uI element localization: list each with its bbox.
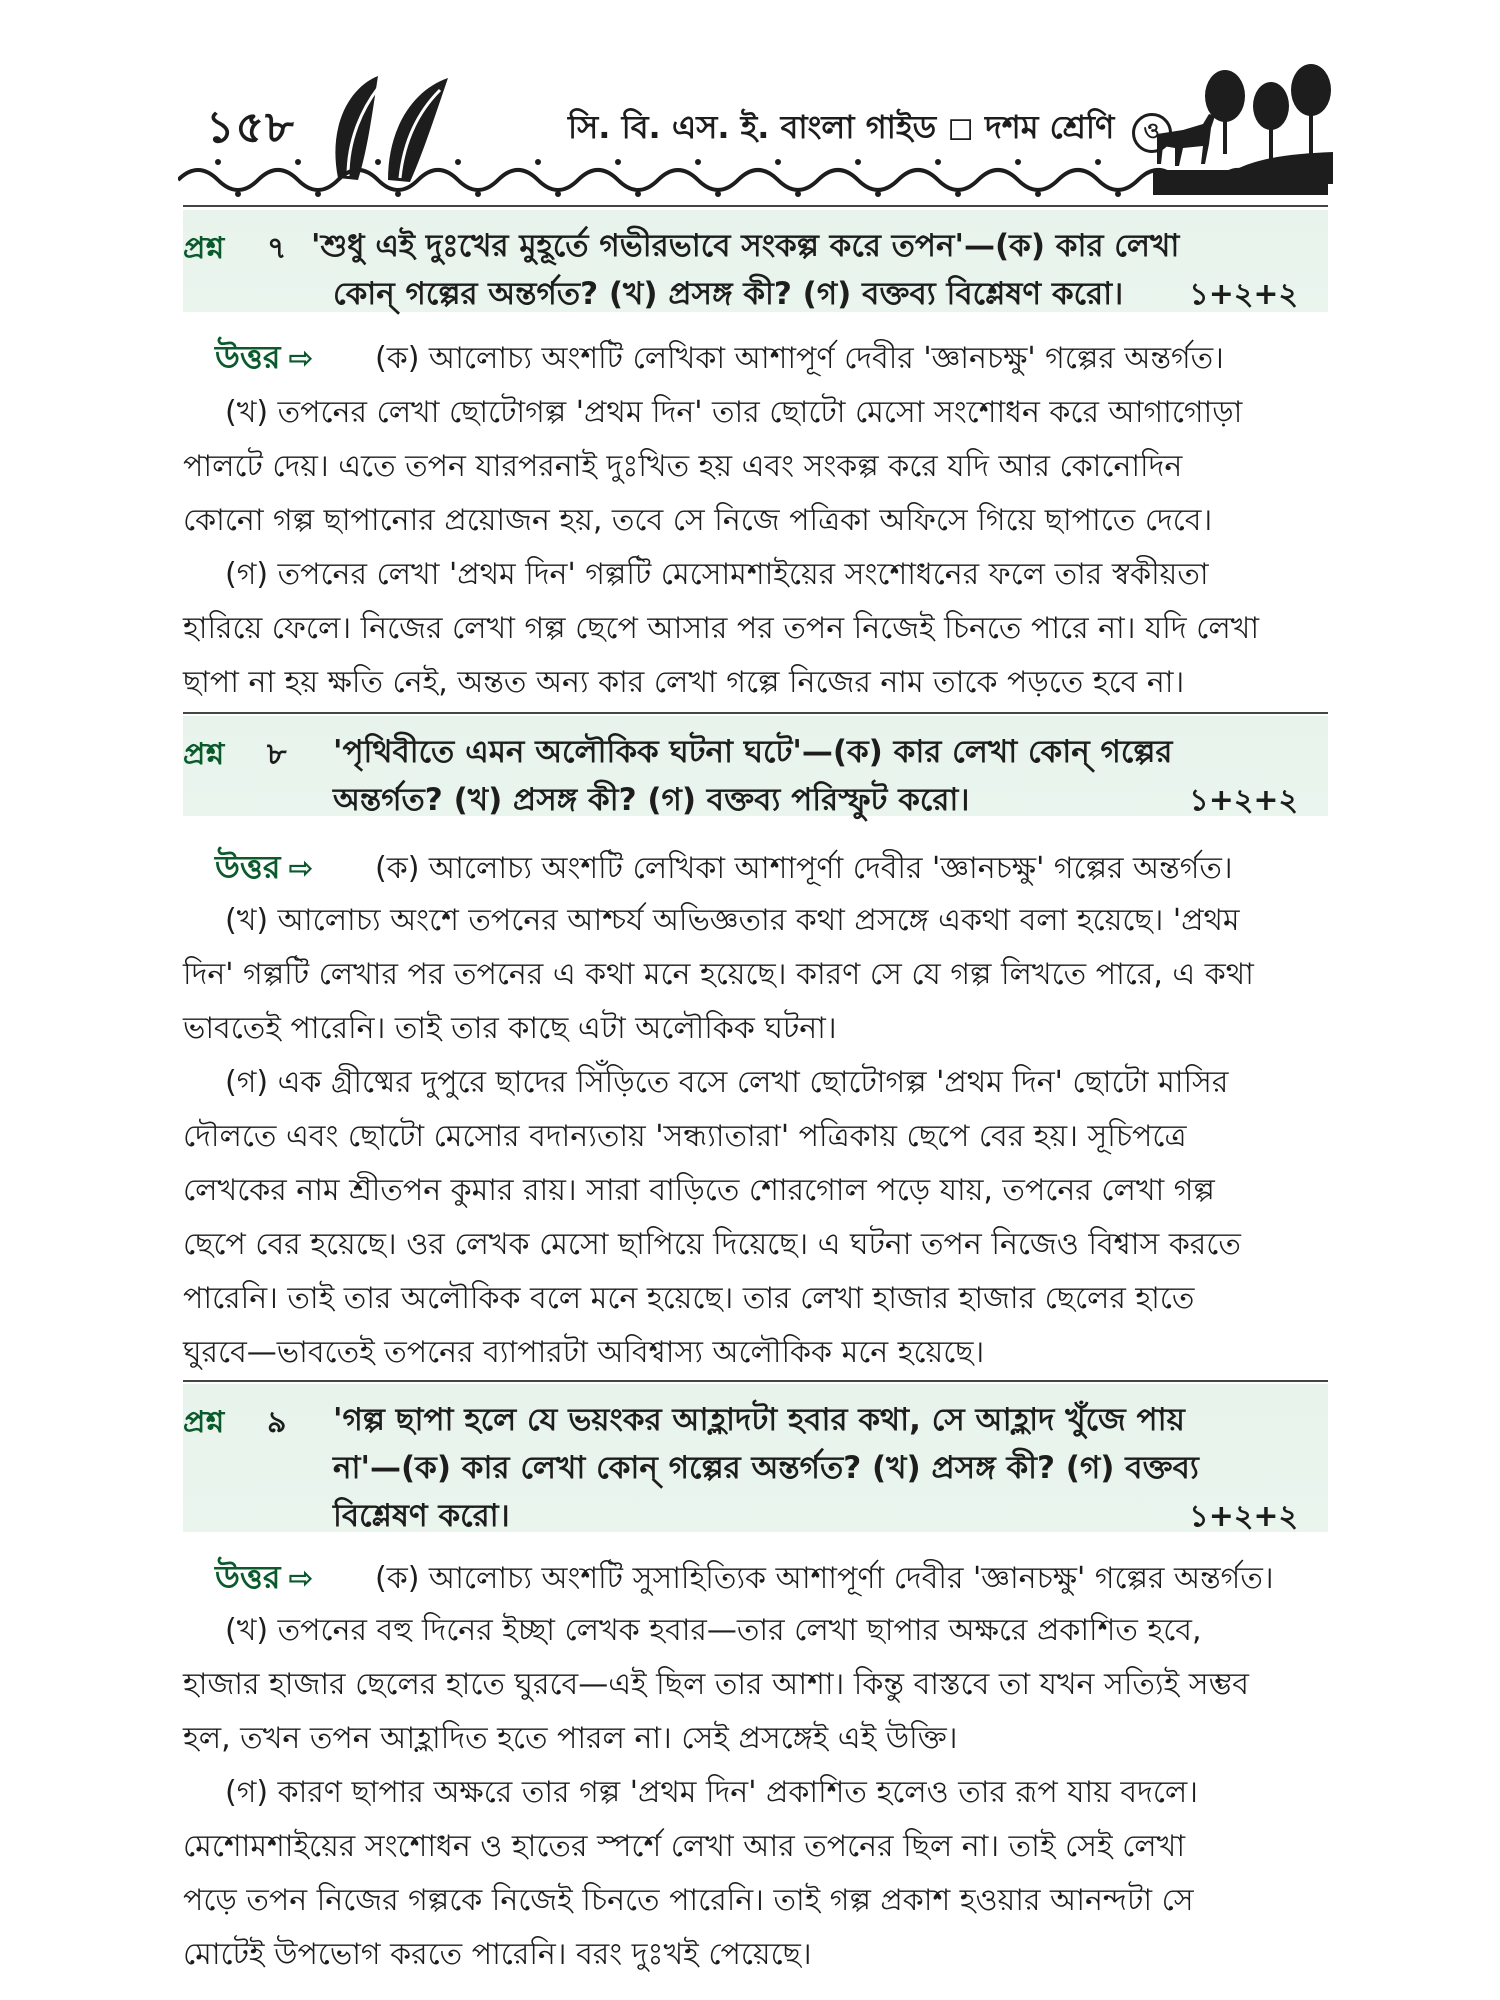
answer-line: (গ) এক গ্রীষ্মের দুপুরে ছাদের সিঁড়িতে বসে লেখা ছোটোগল্প 'প্রথম দিন' ছোটো মাসির — [225, 1065, 1229, 1100]
question-text: 'শুধু এই দুঃখের মুহূর্তে গভীরভাবে সংকল্প করে তপন'—(ক) কার লেখা — [311, 228, 1180, 264]
answer-line: (গ) কারণ ছাপার অক্ষরে তার গল্প 'প্রথম দিন' প্রকাশিত হলেও তার রূপ যায় বদলে। — [225, 1775, 1199, 1810]
question-label: প্রশ্ন — [183, 1405, 225, 1440]
answer-line: কোনো গল্প ছাপানোর প্রয়োজন হয়, তবে সে নিজে পত্রিকা অফিসে গিয়ে ছাপাতে দেবে। — [183, 503, 1213, 538]
answer-line: হল, তখন তপন আহ্লাদিত হতে পারল না। সেই প্রসঙ্গেই এই উক্তি। — [183, 1721, 958, 1756]
marks: ১+২+২ — [1189, 1499, 1298, 1534]
question-text: 'পৃথিবীতে এমন অলৌকিক ঘটনা ঘটে'—(ক) কার লেখা কোন্ গল্পের — [333, 734, 1173, 770]
answer-line: (ক) আলোচ্য অংশটি লেখিকা আশাপূর্ণ দেবীর 'জ্ঞানচক্ষু' গল্পের অন্তর্গত। — [375, 341, 1224, 376]
question-text: 'গল্প ছাপা হলে যে ভয়ংকর আহ্লাদটা হবার কথা, সে আহ্লাদ খুঁজে পায় — [333, 1402, 1185, 1438]
answer-label: উত্তর ⇨ — [215, 848, 314, 886]
answer-line: লেখকের নাম শ্রীতপন কুমার রায়। সারা বাড়িতে শোরগোল পড়ে যায়, তপনের লেখা গল্প — [183, 1173, 1215, 1208]
answer-line: হারিয়ে ফেলে। নিজের লেখা গল্প ছেপে আসার পর তপন নিজেই চিনতে পারে না। যদি লেখা — [183, 611, 1260, 646]
arrow-icon: ⇨ — [288, 341, 314, 376]
marks: ১+২+২ — [1189, 277, 1298, 312]
answer-label: উত্তর ⇨ — [215, 338, 314, 376]
grade-badge: ও — [1132, 113, 1172, 153]
question-7 — [183, 210, 1328, 312]
divider — [183, 205, 1328, 207]
page-header — [178, 58, 1328, 198]
answer-line: পড়ে তপন নিজের গল্পকে নিজেই চিনতে পারেনি। তাই গল্প প্রকাশ হওয়ার আনন্দটা সে — [183, 1883, 1194, 1918]
answer-label: উত্তর ⇨ — [215, 1558, 314, 1596]
answer-line: (ক) আলোচ্য অংশটি সুসাহিত্যিক আশাপূর্ণা দেবীর 'জ্ঞানচক্ষু' গল্পের অন্তর্গত। — [375, 1561, 1274, 1596]
page-number: ১৫৮ — [206, 102, 295, 153]
question-label: প্রশ্ন — [183, 737, 225, 772]
divider — [183, 1380, 1328, 1382]
question-number: ৯ — [267, 1405, 287, 1440]
marks: ১+২+২ — [1189, 783, 1298, 818]
answer-line: (খ) তপনের লেখা ছোটোগল্প 'প্রথম দিন' তার ছোটো মেসো সংশোধন করে আগাগোড়া — [225, 395, 1243, 430]
answer-line: ছেপে বের হয়েছে। ওর লেখক মেসো ছাপিয়ে দিয়েছে। এ ঘটনা তপন নিজেও বিশ্বাস করতে — [183, 1227, 1241, 1262]
answer-line: (গ) তপনের লেখা 'প্রথম দিন' গল্পটি মেসোমশাইয়ের সংশোধনের ফলে তার স্বকীয়তা — [225, 557, 1209, 592]
question-text: অন্তর্গত? (খ) প্রসঙ্গ কী? (গ) বক্তব্য পরিস্ফুট করো। — [333, 782, 970, 818]
question-text: কোন্ গল্পের অন্তর্গত? (খ) প্রসঙ্গ কী? (গ) বক্তব্য বিশ্লেষণ করো। — [333, 276, 1124, 312]
question-8 — [183, 716, 1328, 816]
book-title: সি. বি. এস. ই. বাংলা গাইড ◻ দশম শ্রেণি ও — [568, 102, 1172, 156]
question-9 — [183, 1384, 1328, 1532]
answer-line: পালটে দেয়। এতে তপন যারপরনাই দুঃখিত হয় এবং সংকল্প করে যদি আর কোনোদিন — [183, 449, 1183, 484]
question-label: প্রশ্ন — [183, 231, 225, 266]
answer-line: পারেনি। তাই তার অলৌকিক বলে মনে হয়েছে। তার লেখা হাজার হাজার ছেলের হাতে — [183, 1281, 1195, 1316]
answer-line: (খ) তপনের বহু দিনের ইচ্ছা লেখক হবার—তার লেখা ছাপার অক্ষরে প্রকাশিত হবে, — [225, 1613, 1202, 1648]
answer-line: দৌলতে এবং ছোটো মেসোর বদান্যতায় 'সন্ধ্যাতারা' পত্রিকায় ছেপে বের হয়। সূচিপত্রে — [183, 1119, 1187, 1154]
arrow-icon: ⇨ — [288, 1561, 314, 1596]
question-number: ৭ — [267, 231, 287, 266]
answer-line: মোটেই উপভোগ করতে পারেনি। বরং দুঃখই পেয়েছে। — [183, 1937, 812, 1972]
answer-line: মেশোমশাইয়ের সংশোধন ও হাতের স্পর্শে লেখা আর তপনের ছিল না। তাই সেই লেখা — [183, 1829, 1186, 1864]
answer-line: ছাপা না হয় ক্ষতি নেই, অন্তত অন্য কার লেখা গল্পে নিজের নাম তাকে পড়তে হবে না। — [183, 665, 1185, 700]
arrow-icon: ⇨ — [288, 851, 314, 886]
answer-line: দিন' গল্পটি লেখার পর তপনের এ কথা মনে হয়েছে। কারণ সে যে গল্প লিখতে পারে, এ কথা — [183, 957, 1254, 992]
answer-line: (খ) আলোচ্য অংশে তপনের আশ্চর্য অভিজ্ঞতার কথা প্রসঙ্গে একথা বলা হয়েছে। 'প্রথম — [225, 903, 1240, 938]
question-number: ৮ — [267, 737, 287, 772]
answer-line: ভাবতেই পারেনি। তাই তার কাছে এটা অলৌকিক ঘটনা। — [183, 1011, 837, 1046]
answer-line: ঘুরবে—ভাবতেই তপনের ব্যাপারটা অবিশ্বাস্য অলৌকিক মনে হয়েছে। — [183, 1335, 985, 1370]
answer-line: (ক) আলোচ্য অংশটি লেখিকা আশাপূর্ণা দেবীর 'জ্ঞানচক্ষু' গল্পের অন্তর্গত। — [375, 851, 1233, 886]
question-text: বিশ্লেষণ করো। — [333, 1498, 510, 1534]
answer-line: হাজার হাজার ছেলের হাতে ঘুরবে—এই ছিল তার আশা। কিন্তু বাস্তবে তা যখন সত্যিই সম্ভব — [183, 1667, 1249, 1702]
divider — [183, 712, 1328, 714]
question-text: না'—(ক) কার লেখা কোন্ গল্পের অন্তর্গত? (খ) প্রসঙ্গ কী? (গ) বক্তব্য — [333, 1450, 1199, 1486]
wave-border-icon — [178, 150, 1328, 210]
